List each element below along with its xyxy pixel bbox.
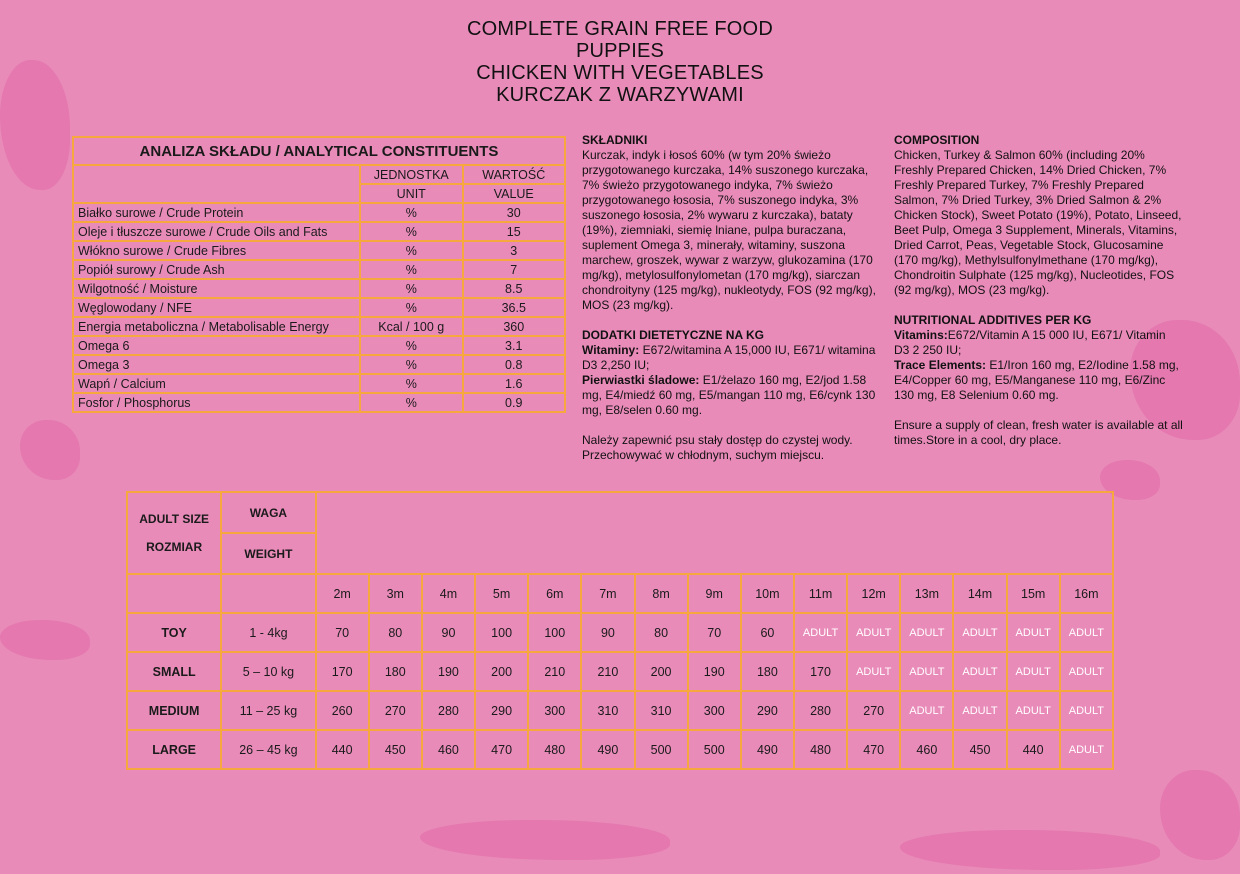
size-label: LARGE	[127, 730, 221, 769]
additives-heading: NUTRITIONAL ADDITIVES PER KG	[894, 313, 1092, 327]
month-header: 14m	[953, 574, 1006, 613]
feeding-amount: ADULT	[847, 652, 900, 691]
ingredients-text: Kurczak, indyk i łosoś 60% (w tym 20% świeżo przygotowanego kurczaka, 14% suszonego kurczaka, 7% świeżo przygotowanego indyka, 7% świeżo przygotowanego łososia, 7% suszonego indyka, 3% suszonego łososia, 2% wywaru z kurczaka), bataty (19%), ziemniaki, siemię lniane, pulpa buraczana, suplement Omega 3, minerały, witaminy, suszona marchew, groszek, wywar z warzyw, glukozamina (170 mg/kg), metylosulfonylometan (170 mg/kg), siarczan chondroityny (125 mg/kg), nukleotydy, FOS (92 mg/kg), MOS (23 mg/kg).	[582, 148, 876, 312]
feeding-amount: 310	[581, 691, 634, 730]
feeding-amount: 100	[528, 613, 581, 652]
title-line: COMPLETE GRAIN FREE FOOD	[467, 18, 773, 40]
feeding-amount: 290	[741, 691, 794, 730]
analysis-name: Wapń / Calcium	[73, 374, 360, 393]
analysis-value: 7	[463, 260, 566, 279]
analysis-row	[73, 279, 565, 298]
adult-size-label: ADULT SIZE	[139, 512, 210, 526]
title-line: KURCZAK Z WARZYWAMI	[496, 84, 744, 106]
feeding-amount: 90	[422, 613, 475, 652]
month-row	[127, 574, 1113, 613]
feeding-amount: 270	[847, 691, 900, 730]
composition-heading: COMPOSITION	[894, 133, 980, 147]
feeding-amount: 290	[475, 691, 528, 730]
vitamins-line	[582, 343, 880, 373]
size-label: MEDIUM	[127, 691, 221, 730]
splotch	[1160, 770, 1240, 860]
feeding-amount: ADULT	[953, 613, 1006, 652]
feeding-amount: ADULT	[1007, 613, 1060, 652]
analysis-row	[73, 336, 565, 355]
month-header: 8m	[635, 574, 688, 613]
composition-text: Chicken, Turkey & Salmon 60% (including 20% Freshly Prepared Chicken, 14% Dried Chicken, 7% Freshly Prepared Turkey, 7% Freshly Prepared Salmon, 7% Dried Turkey, 3% Dried Salmon & 2% Chicken Stock), Sweet Potato (19%), Potato, Linseed, Beet Pulp, Omega 3 Supplement, Minerals, Vitamins, Dried Carrot, Peas, Vegetable Stock, Glucosamine (170 mg/kg), Methylsulfonylmethane (170 mg/kg), Chondroitin Sulphate (125 mg/kg), Nucleotides, FOS (92 mg/kg), MOS (23 mg/kg).	[894, 148, 1182, 297]
unit-header-en: UNIT	[360, 184, 463, 203]
feeding-amount: 190	[688, 652, 741, 691]
analysis-value: 3.1	[463, 336, 566, 355]
analysis-heading: ANALIZA SKŁADU / ANALYTICAL CONSTITUENTS	[73, 137, 565, 165]
analysis-row	[73, 241, 565, 260]
analysis-unit: %	[360, 222, 463, 241]
feeding-amount: 500	[688, 730, 741, 769]
splotch	[420, 820, 670, 860]
feeding-amount: 190	[422, 652, 475, 691]
feeding-amount: 300	[688, 691, 741, 730]
feeding-amount: 280	[794, 691, 847, 730]
weight-label: WEIGHT	[221, 533, 315, 574]
feeding-amount: 270	[369, 691, 422, 730]
feeding-amount: 470	[847, 730, 900, 769]
feeding-amount: 260	[316, 691, 369, 730]
trace-text: E1/Iron 160 mg, E2/Iodine 1.58 mg, E4/Copper 60 mg, E5/Manganese 110 mg, E6/Zinc 130 mg, E8 Selenium 0.60 mg.	[894, 358, 1179, 402]
analysis-value: 3	[463, 241, 566, 260]
analysis-name: Fosfor / Phosphorus	[73, 393, 360, 412]
analysis-value: 0.9	[463, 393, 566, 412]
trace-line	[582, 373, 880, 418]
feeding-amount: ADULT	[953, 652, 1006, 691]
analysis-row	[73, 222, 565, 241]
feeding-amount: ADULT	[1007, 652, 1060, 691]
feeding-amount: 210	[528, 652, 581, 691]
storage-text: Należy zapewnić psu stały dostęp do czystej wody. Przechowywać w chłodnym, suchym miejscu.	[582, 433, 853, 462]
feeding-amount: 60	[741, 613, 794, 652]
blank-cell	[73, 165, 360, 203]
waga-label: WAGA	[221, 492, 315, 533]
analysis-value: 36.5	[463, 298, 566, 317]
feeding-amount: 210	[581, 652, 634, 691]
analysis-name: Oleje i tłuszcze surowe / Crude Oils and Fats	[73, 222, 360, 241]
analysis-name: Wilgotność / Moisture	[73, 279, 360, 298]
feeding-amount: 180	[369, 652, 422, 691]
weight-range: 5 – 10 kg	[221, 652, 315, 691]
feeding-row	[127, 652, 1113, 691]
polish-column	[582, 133, 880, 463]
analysis-rows	[73, 203, 565, 412]
title-line: PUPPIES	[575, 40, 665, 62]
feeding-amount: ADULT	[1060, 613, 1113, 652]
feeding-amount: ADULT	[1060, 691, 1113, 730]
feeding-amount: 490	[741, 730, 794, 769]
analysis-row	[73, 374, 565, 393]
weight-range: 1 - 4kg	[221, 613, 315, 652]
feeding-row	[127, 691, 1113, 730]
analysis-value: 0.8	[463, 355, 566, 374]
feeding-amount: 170	[794, 652, 847, 691]
feeding-amount: 70	[316, 613, 369, 652]
analysis-name: Węglowodany / NFE	[73, 298, 360, 317]
size-header	[127, 492, 221, 574]
analysis-row	[73, 260, 565, 279]
analysis-name: Białko surowe / Crude Protein	[73, 203, 360, 222]
month-header: 16m	[1060, 574, 1113, 613]
feeding-amount: ADULT	[900, 613, 953, 652]
feeding-amount: 470	[475, 730, 528, 769]
feeding-amount: ADULT	[1007, 691, 1060, 730]
feeding-amount: 80	[369, 613, 422, 652]
feeding-amount: 480	[794, 730, 847, 769]
feeding-amount: 90	[581, 613, 634, 652]
value-header-en: VALUE	[463, 184, 566, 203]
feeding-amount: 300	[528, 691, 581, 730]
feeding-amount: 280	[422, 691, 475, 730]
analysis-unit: Kcal / 100 g	[360, 317, 463, 336]
blank-cell	[221, 574, 315, 613]
splotch	[900, 830, 1160, 870]
month-header: 2m	[316, 574, 369, 613]
analysis-value: 15	[463, 222, 566, 241]
vitamins-text: E672/Vitamin A 15 000 IU, E671/ Vitamin D3 2 250 IU;	[894, 328, 1166, 357]
size-label: SMALL	[127, 652, 221, 691]
feeding-amount: ADULT	[1060, 730, 1113, 769]
feeding-amount: ADULT	[900, 691, 953, 730]
title-line: CHICKEN WITH VEGETABLES	[476, 62, 764, 84]
feeding-amount: ADULT	[900, 652, 953, 691]
analysis-name: Włókno surowe / Crude Fibres	[73, 241, 360, 260]
trace-text: E1/żelazo 160 mg, E2/jod 1.58 mg, E4/miedź 60 mg, E5/mangan 110 mg, E6/cynk 130 mg, E8/selen 0.60 mg.	[582, 373, 876, 417]
feeding-amount: ADULT	[1060, 652, 1113, 691]
feeding-amount: 70	[688, 613, 741, 652]
analysis-unit: %	[360, 203, 463, 222]
analysis-name: Omega 6	[73, 336, 360, 355]
value-header-pl: WARTOŚĆ	[463, 165, 566, 184]
analysis-unit: %	[360, 374, 463, 393]
trace-label: Trace Elements:	[894, 358, 987, 372]
feeding-amount: 450	[953, 730, 1006, 769]
feeding-table	[126, 491, 1114, 770]
analysis-row	[73, 317, 565, 336]
feeding-amount: ADULT	[953, 691, 1006, 730]
additives-heading: DODATKI DIETETYCZNE NA KG	[582, 328, 764, 342]
analysis-unit: %	[360, 355, 463, 374]
feeding-row	[127, 613, 1113, 652]
vitamins-line	[894, 328, 1184, 358]
analysis-name: Popiół surowy / Crude Ash	[73, 260, 360, 279]
feeding-amount: ADULT	[794, 613, 847, 652]
weight-range: 26 – 45 kg	[221, 730, 315, 769]
analysis-row	[73, 203, 565, 222]
month-header: 15m	[1007, 574, 1060, 613]
analysis-row	[73, 355, 565, 374]
feeding-amount: 440	[1007, 730, 1060, 769]
weight-range: 11 – 25 kg	[221, 691, 315, 730]
month-header: 6m	[528, 574, 581, 613]
unit-header-pl: JEDNOSTKA	[360, 165, 463, 184]
analysis-value: 8.5	[463, 279, 566, 298]
analysis-name: Omega 3	[73, 355, 360, 374]
month-header: 13m	[900, 574, 953, 613]
feeding-amount: 200	[635, 652, 688, 691]
feeding-amount: 500	[635, 730, 688, 769]
month-header: 5m	[475, 574, 528, 613]
month-header: 10m	[741, 574, 794, 613]
analysis-value: 360	[463, 317, 566, 336]
analysis-unit: %	[360, 298, 463, 317]
rozmiar-label: ROZMIAR	[146, 540, 203, 554]
feeding-amount: 480	[528, 730, 581, 769]
feeding-amount: 450	[369, 730, 422, 769]
feeding-amount: 100	[475, 613, 528, 652]
month-header: 9m	[688, 574, 741, 613]
analysis-unit: %	[360, 260, 463, 279]
page-title	[0, 18, 1240, 106]
feeding-amount: ADULT	[847, 613, 900, 652]
feeding-amount: 180	[741, 652, 794, 691]
vitamins-label: Witaminy:	[582, 343, 640, 357]
month-header: 7m	[581, 574, 634, 613]
analysis-unit: %	[360, 393, 463, 412]
month-header: 12m	[847, 574, 900, 613]
month-header: 4m	[422, 574, 475, 613]
analysis-row	[73, 393, 565, 412]
vitamins-label: Vitamins:	[894, 328, 948, 342]
feeding-rows	[127, 613, 1113, 769]
analysis-unit: %	[360, 241, 463, 260]
analysis-unit: %	[360, 336, 463, 355]
analysis-value: 30	[463, 203, 566, 222]
feeding-amount: 460	[422, 730, 475, 769]
vitamins-text: E672/witamina A 15,000 IU, E671/ witamina D3 2,250 IU;	[582, 343, 876, 372]
month-header: 11m	[794, 574, 847, 613]
feeding-amount: 490	[581, 730, 634, 769]
feeding-row	[127, 730, 1113, 769]
trace-line	[894, 358, 1184, 403]
blank-cell	[127, 574, 221, 613]
analysis-table	[72, 136, 566, 413]
splotch	[0, 620, 90, 660]
storage-text: Ensure a supply of clean, fresh water is available at all times.Store in a cool, dry place.	[894, 418, 1183, 447]
header-blank	[316, 492, 1113, 574]
splotch	[20, 420, 80, 480]
feeding-amount: 310	[635, 691, 688, 730]
feeding-amount: 80	[635, 613, 688, 652]
analysis-unit: %	[360, 279, 463, 298]
analysis-value: 1.6	[463, 374, 566, 393]
analysis-name: Energia metaboliczna / Metabolisable Energy	[73, 317, 360, 336]
month-header: 3m	[369, 574, 422, 613]
english-column	[894, 133, 1184, 448]
feeding-amount: 200	[475, 652, 528, 691]
feeding-amount: 170	[316, 652, 369, 691]
feeding-amount: 460	[900, 730, 953, 769]
analysis-row	[73, 298, 565, 317]
feeding-amount: 440	[316, 730, 369, 769]
ingredients-heading: SKŁADNIKI	[582, 133, 648, 147]
size-label: TOY	[127, 613, 221, 652]
trace-label: Pierwiastki śladowe:	[582, 373, 700, 387]
